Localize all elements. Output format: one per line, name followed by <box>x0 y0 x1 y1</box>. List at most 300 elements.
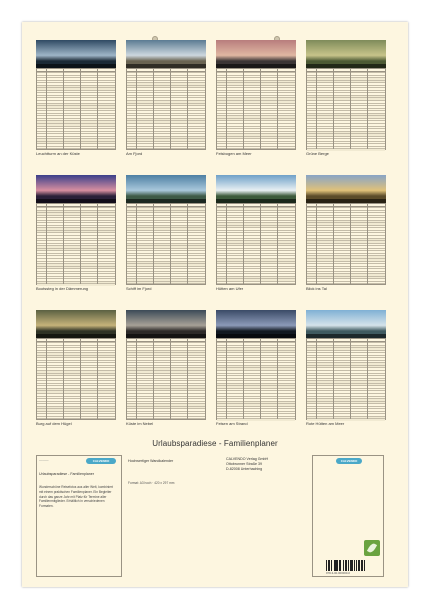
month-photo <box>126 175 206 203</box>
day-row-line <box>307 141 385 142</box>
meta-left: Hochwertiger Wandkalender <box>128 459 174 463</box>
month-photo <box>36 310 116 338</box>
day-row-line <box>217 97 295 98</box>
day-row-line <box>217 243 295 244</box>
planner-column-line <box>243 204 244 284</box>
day-row-line <box>37 373 115 374</box>
day-row-line <box>217 373 295 374</box>
day-row-line <box>127 207 205 208</box>
planner-column-line <box>97 69 98 149</box>
day-row-line <box>307 375 385 376</box>
planner-table <box>126 338 206 420</box>
planner-column-line <box>170 69 171 149</box>
planner-column-line <box>243 69 244 149</box>
day-row-line <box>217 406 295 407</box>
planner-column-line <box>46 69 47 149</box>
day-row-line <box>307 365 385 366</box>
month-photo <box>216 40 296 68</box>
day-row-line <box>307 235 385 236</box>
planner-table <box>216 68 296 150</box>
planner-column-line <box>97 204 98 284</box>
planner-table <box>36 203 116 285</box>
day-row-line <box>307 146 385 147</box>
day-row-line <box>127 146 205 147</box>
day-row-line <box>307 123 385 124</box>
planner-column-line <box>153 69 154 149</box>
day-row-line <box>127 97 205 98</box>
day-row-line <box>307 380 385 381</box>
barcode-bar <box>329 560 330 571</box>
month-tile <box>306 40 386 155</box>
day-row-line <box>307 342 385 343</box>
day-row-line <box>307 396 385 397</box>
planner-column-line <box>316 339 317 419</box>
day-row-line <box>217 108 295 109</box>
day-row-line <box>217 263 295 264</box>
day-row-line <box>37 258 115 259</box>
day-row-line <box>37 235 115 236</box>
day-row-line <box>37 367 115 368</box>
day-row-line <box>37 248 115 249</box>
planner-column-line <box>80 204 81 284</box>
day-row-line <box>127 278 205 279</box>
month-caption: Rote Hütten am Meer <box>306 421 345 426</box>
day-row-line <box>217 370 295 371</box>
day-row-line <box>307 378 385 379</box>
month-photo <box>36 175 116 203</box>
day-row-line <box>307 105 385 106</box>
day-row-line <box>307 261 385 262</box>
day-row-line <box>127 268 205 269</box>
day-row-line <box>217 413 295 414</box>
day-row-line <box>307 360 385 361</box>
day-row-line <box>217 393 295 394</box>
day-row-line <box>37 401 115 402</box>
day-row-line <box>37 352 115 353</box>
day-row-line <box>37 100 115 101</box>
day-row-line <box>217 75 295 76</box>
day-row-line <box>217 90 295 91</box>
day-row-line <box>127 398 205 399</box>
day-row-line <box>37 365 115 366</box>
day-row-line <box>37 413 115 414</box>
day-row-line <box>307 118 385 119</box>
day-row-line <box>217 271 295 272</box>
day-row-line <box>127 110 205 111</box>
month-caption: Hütten am Ufer <box>216 286 244 291</box>
month-tile <box>126 175 206 290</box>
planner-column-line <box>333 339 334 419</box>
day-row-line <box>37 273 115 274</box>
day-row-line <box>217 248 295 249</box>
day-row-line <box>37 148 115 149</box>
day-row-line <box>37 278 115 279</box>
planner-column-line <box>260 69 261 149</box>
day-row-line <box>37 215 115 216</box>
barcode <box>326 560 366 571</box>
day-row-line <box>307 370 385 371</box>
day-row-line <box>37 253 115 254</box>
day-row-line <box>217 283 295 284</box>
day-row-line <box>307 385 385 386</box>
day-row-line <box>37 411 115 412</box>
day-row-line <box>127 72 205 73</box>
planner-column-line <box>170 339 171 419</box>
day-row-line <box>217 103 295 104</box>
day-row-line <box>37 103 115 104</box>
day-row-line <box>217 240 295 241</box>
day-row-line <box>217 215 295 216</box>
day-row-line <box>307 113 385 114</box>
planner-column-line <box>226 204 227 284</box>
day-row-line <box>217 118 295 119</box>
month-caption: Felsen am Strand <box>216 421 248 426</box>
publisher-street: Ottobrunner Straße 39 <box>226 462 262 466</box>
day-row-line <box>217 347 295 348</box>
day-row-line <box>127 380 205 381</box>
day-row-line <box>217 126 295 127</box>
month-caption: Am Fjord <box>126 151 143 156</box>
day-row-line <box>307 120 385 121</box>
planner-column-line <box>277 69 278 149</box>
day-row-line <box>307 75 385 76</box>
planner-column-line <box>136 204 137 284</box>
planner-column-line <box>350 339 351 419</box>
day-row-line <box>127 148 205 149</box>
planner-table <box>306 203 386 285</box>
day-row-line <box>127 118 205 119</box>
day-row-line <box>307 350 385 351</box>
month-photo <box>306 175 386 203</box>
day-row-line <box>307 276 385 277</box>
day-row-line <box>217 273 295 274</box>
day-row-line <box>127 87 205 88</box>
day-row-line <box>127 365 205 366</box>
day-row-line <box>307 245 385 246</box>
isbn: 978-3-00-000000-0 <box>326 571 350 575</box>
day-row-line <box>37 217 115 218</box>
day-row-line <box>217 138 295 139</box>
day-row-line <box>127 133 205 134</box>
day-row-line <box>217 105 295 106</box>
day-row-line <box>217 362 295 363</box>
day-row-line <box>307 345 385 346</box>
day-row-line <box>307 95 385 96</box>
day-row-line <box>307 115 385 116</box>
day-row-line <box>127 245 205 246</box>
day-row-line <box>127 235 205 236</box>
day-row-line <box>37 227 115 228</box>
day-row-line <box>307 92 385 93</box>
day-row-line <box>307 138 385 139</box>
day-row-line <box>127 375 205 376</box>
planner-column-line <box>260 204 261 284</box>
month-caption: Felsbogen am Meer <box>216 151 252 156</box>
day-row-line <box>307 87 385 88</box>
month-caption: Burg auf dem Hügel <box>36 421 72 426</box>
planner-column-line <box>46 204 47 284</box>
day-row-line <box>217 352 295 353</box>
day-row-line <box>37 141 115 142</box>
calendar-title: Urlaubsparadiese - Familienplaner <box>152 439 278 448</box>
day-row-line <box>37 210 115 211</box>
day-row-line <box>37 222 115 223</box>
day-row-line <box>307 207 385 208</box>
day-row-line <box>127 355 205 356</box>
day-row-line <box>127 103 205 104</box>
day-row-line <box>217 250 295 251</box>
month-tile <box>306 310 386 425</box>
day-row-line <box>127 243 205 244</box>
day-row-line <box>37 362 115 363</box>
day-row-line <box>307 220 385 221</box>
day-row-line <box>127 255 205 256</box>
day-row-line <box>217 355 295 356</box>
day-row-line <box>37 120 115 121</box>
day-row-line <box>307 388 385 389</box>
planner-table <box>306 338 386 420</box>
month-tile <box>36 40 116 155</box>
day-row-line <box>307 232 385 233</box>
month-caption: Schiff im Fjord <box>126 286 152 291</box>
day-row-line <box>37 212 115 213</box>
day-row-line <box>37 146 115 147</box>
day-row-line <box>307 82 385 83</box>
planner-column-line <box>226 339 227 419</box>
publisher-city: D-82008 Unterhaching <box>226 467 263 471</box>
planner-column-line <box>63 69 64 149</box>
day-row-line <box>37 281 115 282</box>
day-row-line <box>37 80 115 81</box>
day-row-line <box>217 350 295 351</box>
day-row-line <box>127 210 205 211</box>
day-row-line <box>127 90 205 91</box>
day-row-line <box>37 245 115 246</box>
day-row-line <box>127 250 205 251</box>
day-row-line <box>127 342 205 343</box>
day-row-line <box>217 375 295 376</box>
day-row-line <box>307 352 385 353</box>
planner-table <box>306 68 386 150</box>
calvendo-logo-right: CALVENDO <box>336 458 362 464</box>
day-row-line <box>307 72 385 73</box>
eco-leaf-icon <box>364 540 380 556</box>
day-row-line <box>217 411 295 412</box>
planner-column-line <box>333 69 334 149</box>
day-row-line <box>307 263 385 264</box>
month-photo <box>216 175 296 203</box>
month-tile <box>306 175 386 290</box>
day-row-line <box>37 138 115 139</box>
day-row-line <box>127 373 205 374</box>
day-row-line <box>217 131 295 132</box>
planner-table <box>216 338 296 420</box>
day-row-line <box>127 350 205 351</box>
day-row-line <box>37 347 115 348</box>
day-row-line <box>127 367 205 368</box>
day-row-line <box>127 75 205 76</box>
month-caption: Bootssteg in der Dämmerung <box>36 286 89 291</box>
month-tile <box>36 175 116 290</box>
day-row-line <box>127 115 205 116</box>
day-row-line <box>37 283 115 284</box>
day-row-line <box>217 87 295 88</box>
day-row-line <box>37 375 115 376</box>
day-row-line <box>307 403 385 404</box>
month-photo <box>306 310 386 338</box>
day-row-line <box>127 253 205 254</box>
day-row-line <box>127 227 205 228</box>
day-row-line <box>217 276 295 277</box>
day-row-line <box>37 370 115 371</box>
description-text: Wunderschöne Reisefotos aus aller Welt, kombiniert mit einem praktischen Familienplaner. Ein Begleiter durch das ganze Jahr mit Platz für Termine aller Familienmitglieder. Erhältlich in verschiedenen Formaten. <box>39 485 113 509</box>
day-row-line <box>217 278 295 279</box>
product-line: Urlaubsparadiese - Familienplaner <box>39 472 94 476</box>
day-row-line <box>307 215 385 216</box>
day-row-line <box>217 403 295 404</box>
day-row-line <box>217 143 295 144</box>
day-row-line <box>127 105 205 106</box>
day-row-line <box>217 418 295 419</box>
day-row-line <box>37 266 115 267</box>
day-row-line <box>127 383 205 384</box>
day-row-line <box>307 212 385 213</box>
day-row-line <box>127 128 205 129</box>
planner-column-line <box>136 69 137 149</box>
meta-mid: Format: A3 hoch · 420 x 297 mm <box>128 481 175 485</box>
day-row-line <box>37 143 115 144</box>
day-row-line <box>37 406 115 407</box>
day-row-line <box>127 413 205 414</box>
day-row-line <box>127 271 205 272</box>
month-photo <box>36 40 116 68</box>
day-row-line <box>127 123 205 124</box>
day-row-line <box>217 357 295 358</box>
day-row-line <box>217 398 295 399</box>
day-row-line <box>37 232 115 233</box>
day-row-line <box>127 240 205 241</box>
day-row-line <box>307 273 385 274</box>
day-row-line <box>307 126 385 127</box>
calendar-back-page <box>22 22 408 587</box>
planner-table <box>36 68 116 150</box>
day-row-line <box>307 250 385 251</box>
day-row-line <box>127 360 205 361</box>
day-row-line <box>37 97 115 98</box>
day-row-line <box>307 281 385 282</box>
day-row-line <box>307 408 385 409</box>
planner-column-line <box>80 339 81 419</box>
day-row-line <box>307 255 385 256</box>
day-row-line <box>217 115 295 116</box>
day-row-line <box>127 388 205 389</box>
day-row-line <box>127 232 205 233</box>
planner-column-line <box>187 204 188 284</box>
day-row-line <box>217 345 295 346</box>
day-row-line <box>307 108 385 109</box>
day-row-line <box>37 408 115 409</box>
planner-column-line <box>80 69 81 149</box>
planner-column-line <box>277 339 278 419</box>
day-row-line <box>37 396 115 397</box>
day-row-line <box>127 120 205 121</box>
day-row-line <box>37 418 115 419</box>
day-row-line <box>307 271 385 272</box>
day-row-line <box>217 380 295 381</box>
day-row-line <box>37 261 115 262</box>
day-row-line <box>307 90 385 91</box>
day-row-line <box>127 408 205 409</box>
day-row-line <box>307 416 385 417</box>
day-row-line <box>127 281 205 282</box>
day-row-line <box>37 403 115 404</box>
day-row-line <box>37 238 115 239</box>
day-row-line <box>307 80 385 81</box>
day-row-line <box>37 126 115 127</box>
day-row-line <box>37 136 115 137</box>
planner-column-line <box>187 69 188 149</box>
day-row-line <box>127 82 205 83</box>
day-row-line <box>37 268 115 269</box>
month-caption: Leuchtturm an der Küste <box>36 151 80 156</box>
day-row-line <box>307 225 385 226</box>
day-row-line <box>307 143 385 144</box>
planner-column-line <box>350 204 351 284</box>
day-row-line <box>127 416 205 417</box>
day-row-line <box>307 390 385 391</box>
day-row-line <box>307 240 385 241</box>
day-row-line <box>127 108 205 109</box>
day-row-line <box>217 378 295 379</box>
day-row-line <box>217 220 295 221</box>
day-row-line <box>37 345 115 346</box>
day-row-line <box>127 143 205 144</box>
day-row-line <box>127 136 205 137</box>
planner-column-line <box>97 339 98 419</box>
day-row-line <box>37 416 115 417</box>
day-row-line <box>37 225 115 226</box>
day-row-line <box>37 342 115 343</box>
day-row-line <box>307 100 385 101</box>
day-row-line <box>127 393 205 394</box>
day-row-line <box>217 95 295 96</box>
day-row-line <box>217 128 295 129</box>
day-row-line <box>127 248 205 249</box>
day-row-line <box>127 95 205 96</box>
day-row-line <box>307 357 385 358</box>
day-row-line <box>37 123 115 124</box>
day-row-line <box>217 235 295 236</box>
day-row-line <box>127 238 205 239</box>
planner-column-line <box>153 339 154 419</box>
day-row-line <box>217 148 295 149</box>
day-row-line <box>127 406 205 407</box>
month-tile <box>36 310 116 425</box>
day-row-line <box>217 255 295 256</box>
product-code-box <box>312 455 384 577</box>
description-label: ——— <box>39 458 49 462</box>
day-row-line <box>217 367 295 368</box>
day-row-line <box>217 123 295 124</box>
day-row-line <box>37 92 115 93</box>
day-row-line <box>37 87 115 88</box>
day-row-line <box>217 77 295 78</box>
day-row-line <box>217 82 295 83</box>
day-row-line <box>307 367 385 368</box>
day-row-line <box>217 110 295 111</box>
planner-column-line <box>46 339 47 419</box>
barcode-bar <box>352 560 353 571</box>
